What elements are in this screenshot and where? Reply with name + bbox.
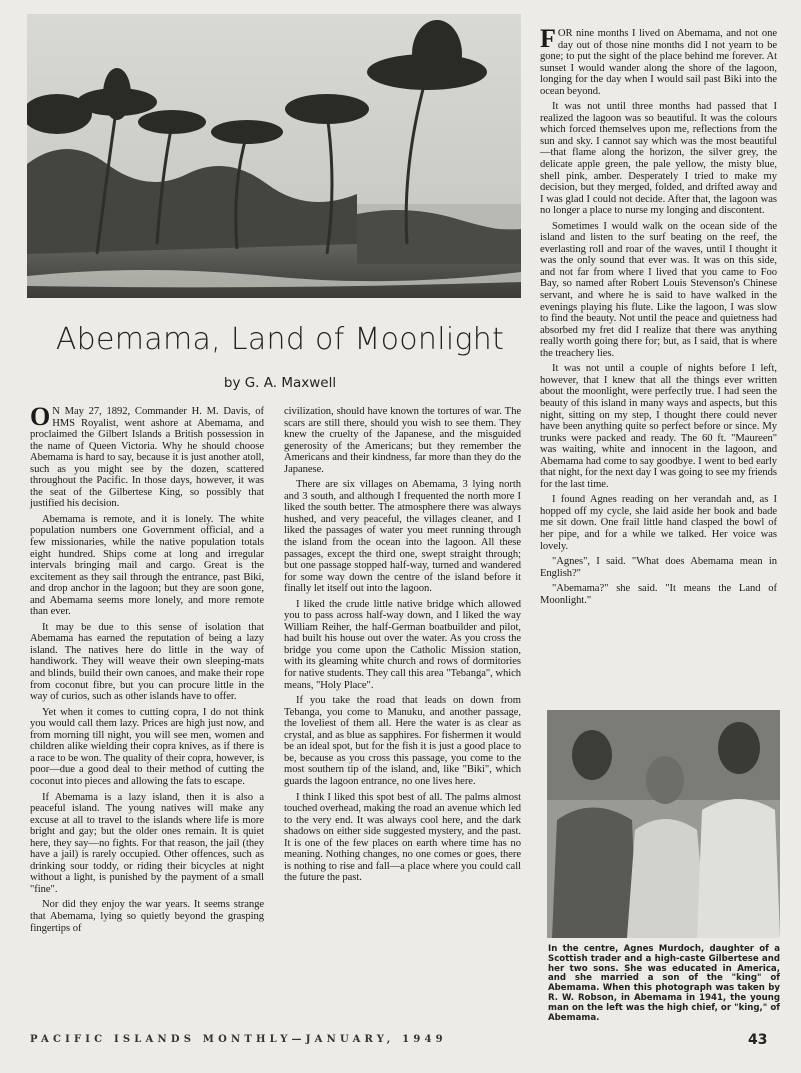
- drop-cap: O: [30, 402, 51, 431]
- three-people-illustration: [547, 710, 780, 938]
- article-byline: by G. A. Maxwell: [223, 375, 337, 391]
- article-column-2: [284, 406, 521, 888]
- paragraph: "Agnes", I said. "What does Abemama mean in English?": [540, 556, 777, 579]
- drop-cap: F: [540, 24, 556, 53]
- paragraph: O N May 27, 1892, Commander H. M. Davis, of HMS Royalist, went ashore at Abemama, and proclaimed the Gilbert Islands a British possession in the name of Queen Victoria. Why he should choose Abemama is hard to say, because it is just another atoll, such as you might see by the dozen, scattered throughout the Pacific. In those days, however, it was the seat of the Gilbertese King, so possibly that justified his decision.: [30, 402, 264, 510]
- paragraph: Yet when it comes to cutting copra, I do not think you would call them lazy. Prices are high just now, and from morning till night, you will see men, women and children alike wielding their copra knives, as if there is a race to be won. The quality of their copra, however, is poor—due a good deal to their method of cutting the coconut into pieces and allowing the fats to escape.: [30, 706, 264, 787]
- lagoon-palms-illustration: [27, 14, 521, 298]
- paragraph: Nor did they enjoy the war years. It seems strange that Abemama, lying so quietly beyond the grasping fingertips of: [30, 899, 264, 934]
- paragraph: "Abemama?" she said. "It means the Land of Moonlight.": [540, 583, 777, 606]
- article-column-3: [540, 24, 777, 610]
- paragraph: FOR nine months I lived on Abemama, and not one day out of those nine months did I not yearn to be gone; to put the sight of the place behind me forever. At sunset I would wander along the shore of the lagoon, longing for the day when I would sail past Biki into the ocean beyond.: [540, 24, 777, 97]
- magazine-footer: PACIFIC ISLANDS MONTHLY—JANUARY, 1949: [30, 1034, 447, 1045]
- paragraph: If you take the road that leads on down from Tebanga, you come to Manuku, and another passage, the loveliest of them all. Here the water is as clear as crystal, and as blue as sapphires. For fishermen it would be an ideal spot, but for the fish it is just a good place to be, because as you cross this passage, you come to the most southern tip of the island, and, like "Biki", which guards the lagoon entrance, no one lives here.: [284, 695, 521, 787]
- paragraph: There are six villages on Abemama, 3 lying north and 3 south, and although I frequented the north more I liked the south better. The atmosphere there was always hushed, and very peaceful, the villages cleaner, and I liked the passages of water you meet running through the island from the ocean into the lagoon. All these passages, except the third one, swept straight through; but one passage stopped half-way, turned and wandered for some way down the centre of the island before it finally let itself out into the lagoon.: [284, 479, 521, 595]
- paragraph: If Abemama is a lazy island, then it is also a peaceful island. The young natives will make any excuse at all to travel to the islands where life is more bright and gay; but the older ones remain. It is quiet here, they say—no fights. For that reason, the jail (they have a jail) is rarely occupied. Other offences, such as drinking sour toddy, or riding their bicycles at night without a light, is punished by the payment of a small "fine".: [30, 791, 264, 895]
- paragraph: Abemama is remote, and it is lonely. The white population numbers one Government official, and a few missionaries, while the native population totals eight hundred. Ships come at long and irregular intervals bringing mail and cargo. Great is the excitement as they sail through the entrance, past Biki, and drop anchor in the lagoon; but they are soon gone, and Abemama seems more lonely, and more remote than ever.: [30, 513, 264, 618]
- portrait-photo: [547, 710, 780, 938]
- article-column-1: [30, 402, 264, 938]
- paragraph: It was not until three months had passed that I realized the lagoon was so beautiful. It was the colours which forced themselves upon me, reflections from the sun and sky. I cannot say which was the most beautiful—that flame along the horizon, the silver grey, the delicate apple green, the pale yellow, the misty blue, shell pink, amber. Desperately I tried to make my decision, but they merged, folded, and drifted away and I was glad I could not decide. After that, the lagoon was no longer a place to nurse my longing and discontent.: [540, 101, 777, 217]
- paragraph: I think I liked this spot best of all. The palms almost touched overhead, making the road an avenue which led to the very end. It was always cool here, and the dark shadows on either side suggested mystery, and the past. It is one of the few places on earth where time has no meaning. Nothing changes, no one comes or goes, there is nothing to rise and fall—a place where you could call the future the past.: [284, 791, 521, 884]
- paragraph: civilization, should have known the tortures of war. The scars are still there, should you wish to see them. They knew the cruelty of the Japanese, and the misguided generosity of the Americans; but they remember the Americans and their kindness, far more than they do the Japanese.: [284, 406, 521, 475]
- paragraph: Sometimes I would walk on the ocean side of the island and listen to the surf beating on the reef, the everlasting roll and roar of the waves, until I thought it was the only sound that ever was. It was on this side, and not far from where I lived that you came to Foo Bay, so named after Robert Louis Stevenson's Chinese servant, and where he is said to have walked in the evenings playing his flute. Like the lagoon, I was slow to find the beauty. Not until the peace and quietness had absorbed my fret did I realize that there was anything really worth going there for; but, as I said, that is where the treachery lies.: [540, 220, 777, 359]
- photo-caption: In the centre, Agnes Murdoch, daughter of a Scottish trader and a high-caste Gilbertese and her two sons. She was educated in America, and she married a son of the "king" of Abemama. When this photograph was taken by R. W. Robson, in Abemama in 1941, the young man on the left was the high chief, or "king," of Abemama.: [548, 944, 780, 1023]
- lagoon-palms-photo: [27, 14, 521, 298]
- article-title: Abemama, Land of Moonlight: [55, 322, 505, 357]
- page-number: 43: [748, 1032, 768, 1048]
- paragraph: I liked the crude little native bridge which allowed you to pass across half-way down, and I liked the way William Reiher, the half-German boatbuilder and pilot, had built his house out over the water. As you cross the bridge you come upon the Catholic Mission station, with its gleaming white church and rows of dormitories for native students. They call this area "Tebanga", which means, "Holy Place".: [284, 598, 521, 691]
- paragraph: It was not until a couple of nights before I left, however, that I knew that all the things ever written about the moonlight, were perfectly true. I had seen the beauty of this island in many ways and aspects, but this night, sitting on my step, I thought there could never have been anything quite so perfect before or since. My trunks were packed and ready. The 60 ft. "Maureen" was waiting, white and innocent in the lagoon, and Abemama had come to say goodbye. I went to bed early that night, for the next day I was going to see my friends for the last time.: [540, 363, 777, 490]
- paragraph: It may be due to this sense of isolation that Abemama has earned the reputation of being a lazy island. The natives here do little in the way of handiwork. They will weave their own sleeping-mats and blinds, build their own canoes, and make their rope from coconut fibre, but you can procure little in the way of curios, such as other islands have to offer.: [30, 621, 264, 703]
- paragraph: I found Agnes reading on her verandah and, as I hopped off my cycle, she laid aside her book and bade me sit down. One frail little hand clasped the bowl of her pipe, and for a while we talked. Her voice was lovely.: [540, 494, 777, 552]
